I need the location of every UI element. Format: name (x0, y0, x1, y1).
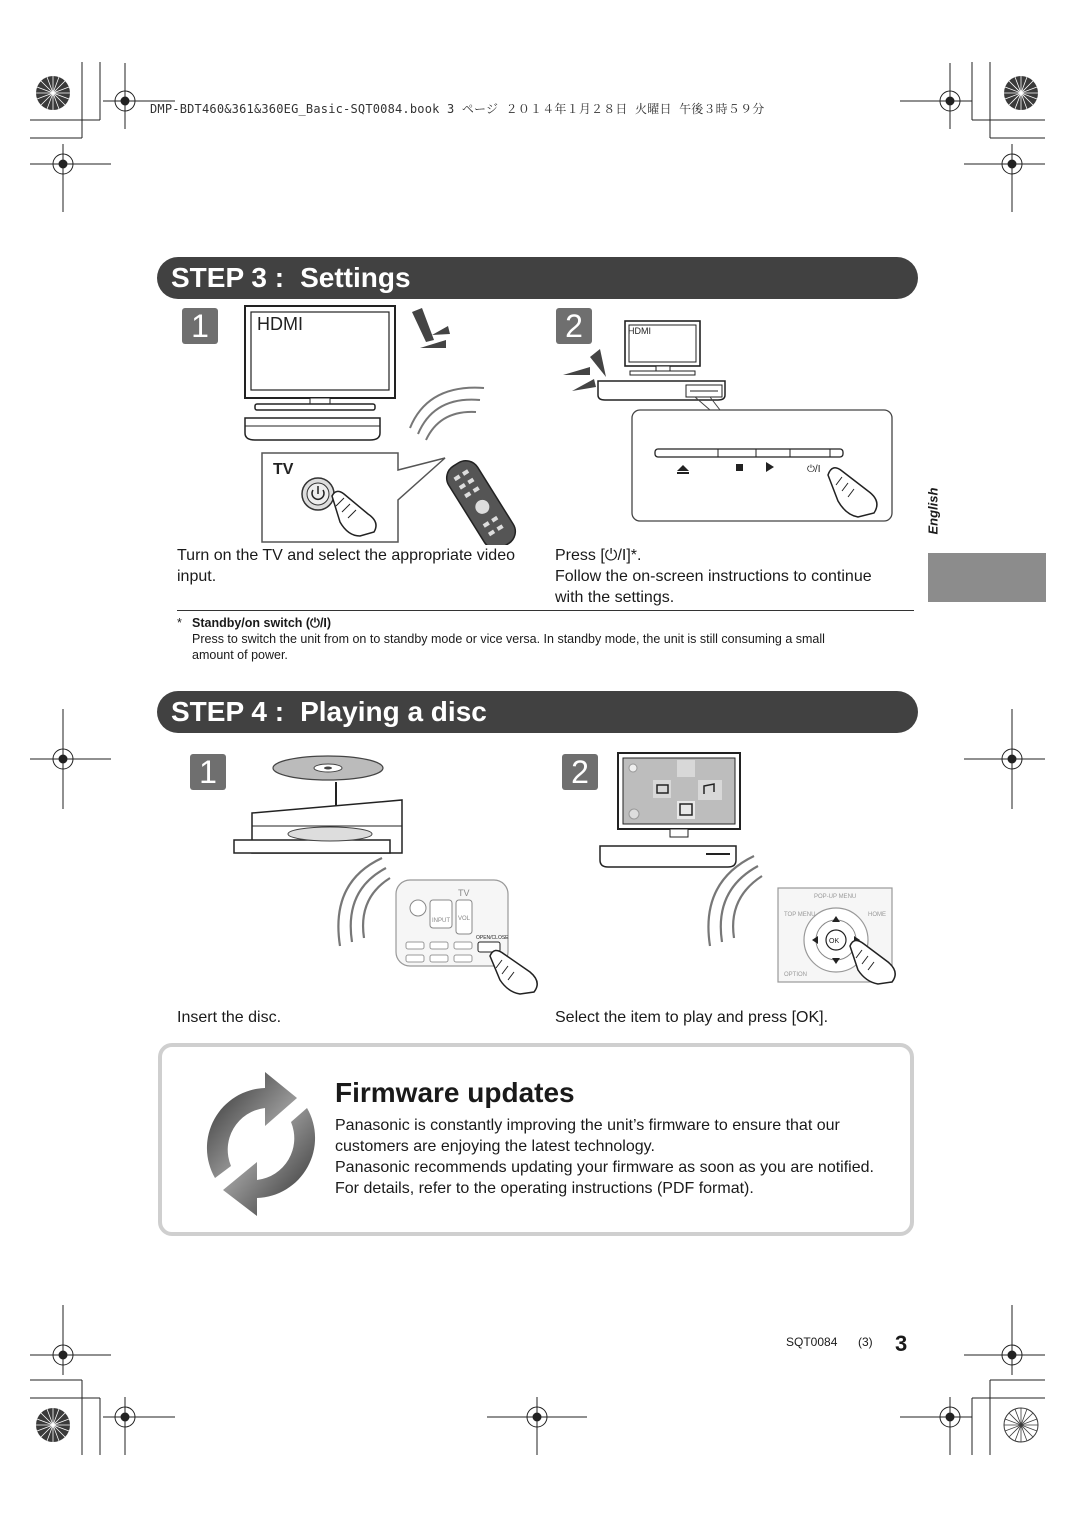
standby-footnote (192, 615, 912, 663)
footnote-title: Standby/on switch (⏻/I) (192, 616, 332, 630)
firmware-body (335, 1115, 874, 1199)
firmware-line: Panasonic is constantly improving the unit’s firmware to ensure that our (335, 1117, 840, 1134)
step3-header (157, 257, 918, 299)
step4-panel1-caption (177, 1007, 281, 1028)
tv-screen-label: HDMI (257, 314, 303, 334)
footnote-line: Press to switch the unit from on to standby mode or vice versa. In standby mode, the unit is still consuming a small (192, 632, 825, 646)
footnote-divider (177, 610, 914, 611)
step3-panel2-caption-line: Press [⏻/I]*. (555, 547, 642, 564)
select-play-illustration (598, 748, 908, 998)
step4-prefix: STEP 4 : (171, 696, 285, 727)
option-label: OPTION (784, 972, 808, 978)
page-number: 3 (895, 1331, 908, 1356)
tv-callout-label: TV (273, 461, 294, 478)
language-side-tab (928, 553, 1046, 602)
player-power-illustration (560, 315, 900, 530)
step3-panel2-caption-line: with the settings. (555, 589, 675, 606)
top-menu-label: TOP MENU (784, 912, 816, 918)
step3-panel2-caption (555, 545, 872, 608)
refresh-icon (185, 1060, 335, 1225)
small-tv-screen-label: HDMI (628, 326, 651, 336)
firmware-line: Panasonic recommends updating your firmware as soon as you are notified. (335, 1159, 874, 1176)
step4-title: Playing a disc (300, 696, 487, 727)
remote-vol-label: VOL (458, 916, 471, 922)
language-label: English (925, 487, 941, 535)
step3-panel1-number: 1 (182, 308, 218, 344)
firmware-title: Firmware updates (335, 1077, 575, 1108)
footnote-line: amount of power. (192, 648, 288, 662)
step3-panel1-caption (177, 545, 515, 587)
step4-panel1-caption-line: Insert the disc. (177, 1009, 282, 1026)
popup-menu-label: POP-UP MENU (814, 894, 857, 900)
step4-panel2-caption-line: Select the item to play and press [OK]. (555, 1009, 829, 1026)
ok-button-label[interactable]: OK (829, 938, 840, 945)
step4-panel2-caption (555, 1007, 828, 1028)
step3-panel1-caption-line: Turn on the TV and select the appropriate video (177, 547, 515, 564)
step3-title: Settings (300, 262, 411, 293)
step4-panel2-number: 2 (562, 754, 598, 790)
print-header: DMP-BDT460&361&360EG_Basic-SQT0084.book 3 ページ ２０１４年１月２８日 火曜日 午後３時５９分 (150, 102, 765, 116)
step3-panel2-caption-line: Follow the on-screen instructions to continue (555, 568, 872, 585)
step4-header (157, 691, 918, 733)
insert-disc-illustration (230, 748, 550, 998)
remote-open-close-label: OPEN/CLOSE (476, 935, 509, 941)
step3-panel2-number: 2 (556, 308, 592, 344)
firmware-line: For details, refer to the operating instructions (PDF format). (335, 1180, 754, 1197)
footnote-marker: * (177, 616, 182, 630)
firmware-line: customers are enjoying the latest technology. (335, 1138, 655, 1155)
doc-code: SQT0084 (786, 1335, 838, 1349)
remote-input-label: INPUT (432, 918, 450, 924)
home-label: HOME (868, 912, 886, 918)
step3-panel1-caption-line: input. (177, 568, 217, 585)
step3-prefix: STEP 3 : (171, 262, 285, 293)
step4-panel1-number: 1 (190, 754, 226, 790)
remote-tv-label: TV (458, 888, 470, 898)
tv-remote-illustration (240, 300, 540, 545)
doc-subpage: (3) (858, 1335, 873, 1349)
power-switch-label: ⏻/I (807, 464, 821, 475)
